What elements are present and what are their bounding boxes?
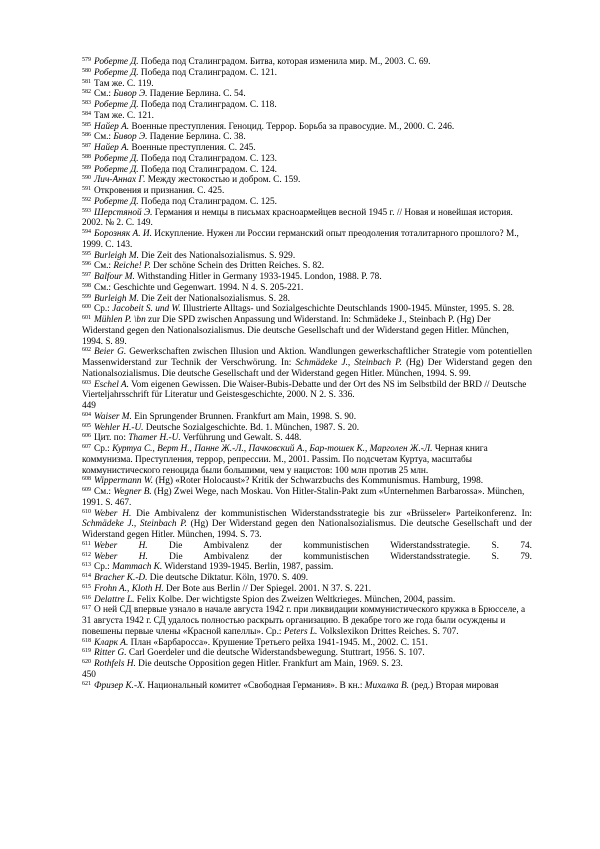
footnote-text: Withstanding Hitler in Germany 1933-1945. London, 1988. P. 78. <box>134 272 382 282</box>
footnote-text: Die Ambivalenz der kommunistischen Widerstandsstrategie. S. 74. <box>147 540 532 551</box>
footnote-text: Die Zeit des Nationalsozialismus. S. 929. <box>138 250 296 261</box>
footnote-number: 617 <box>82 605 91 612</box>
footnote-author: Роберте Д. <box>94 196 139 207</box>
footnote-text: Die deutsche Opposition gegen Hitler. Frankfurt am Main, 1969. S. 23. <box>135 659 403 669</box>
footnote-author: Thamer H.-U. <box>128 433 181 444</box>
footnote <box>82 197 532 208</box>
footnote-text: Победа под Сталинградом. С. 121. <box>138 67 277 78</box>
footnote-text: Победа под Сталинградом. С. 118. <box>138 100 277 110</box>
footnote-number: 594 <box>82 229 91 235</box>
footnote <box>82 487 532 509</box>
footnote-text: Победа под Сталинградом. С. 125. <box>138 196 277 207</box>
footnote-author: Schmädeke J., Steinbach P. <box>82 519 187 530</box>
footnote-author: Wehler H.-U. <box>94 422 144 433</box>
footnote <box>82 154 532 165</box>
footnote-text: Verführung und Gewalt. S. 448. <box>180 433 302 444</box>
footnote-number: 610 <box>82 508 91 515</box>
footnote-number: 612 <box>82 551 91 558</box>
footnote-text: Der schöne Schein des Dritten Reiches. S. 82. <box>150 261 325 272</box>
footnote-text: Военные преступления. С. 245. <box>129 143 256 153</box>
footnote-text: Volkslexikon Drittes Reiches. S. 707. <box>317 626 459 637</box>
footnote <box>82 111 532 122</box>
footnote <box>82 186 532 197</box>
page-number: 450 <box>82 669 96 680</box>
footnote-text: Deutsche Sozialgeschichte. Bd. 1. München, 1987. S. 20. <box>143 422 360 433</box>
footnote-text: Искупление. Нужен ли России германский опыт преодоления тоталитарного прошлого? М., 1999. С. 143. <box>82 229 519 250</box>
footnote-author: Найер А. <box>94 121 130 132</box>
footnote <box>82 638 532 649</box>
footnote-number: 580 <box>82 67 91 74</box>
footnote-author: Schmädeke J., Steinbach P. <box>295 358 402 368</box>
footnote-text: (ред.) Вторая мировая <box>409 680 499 691</box>
footnotes-list <box>82 57 532 691</box>
footnote-author: Eschel A. <box>94 379 129 390</box>
footnote-author: Burleigh M. <box>94 293 139 304</box>
footnote-author: Борозняк А. И. <box>94 229 152 239</box>
footnote <box>82 143 532 154</box>
footnote-author: Роберте Д. <box>94 153 139 164</box>
footnote-author: Mammach K. <box>112 562 163 573</box>
footnote <box>82 380 532 402</box>
footnote-number: 587 <box>82 143 91 149</box>
footnote-author: Delattre L. <box>94 594 135 605</box>
footnote <box>82 132 532 143</box>
footnote-author: Beier G. <box>94 347 127 358</box>
footnote-text: Цит. по: <box>94 433 129 444</box>
footnote-text: zur Die SPD zwischen Anpassung und Widerstand. In: Schmädeke J., Steinbach P. (Hg) Der Widerstand gegen den Nationalsozialismus. Die deutsche Gesellschaft und der Widerstand gegen Hitler. München, 1994. S. 89. <box>82 315 509 347</box>
footnote-number: 598 <box>82 282 91 289</box>
footnote-text: План «Барбаросса». Крушение Третьего рейха 1941-1945. М., 2002. С. 151. <box>128 637 428 648</box>
footnote-text: Ср.: <box>94 304 113 315</box>
footnote <box>82 584 532 595</box>
footnote-author: Weber H. <box>94 551 148 562</box>
footnote-author: Reiche! P. <box>113 261 151 272</box>
footnote <box>82 552 532 563</box>
footnote-text: Die Ambivalenz der kommunistischen Widerstandsstrategie bis zur «Brüsseler» Parteikonferenz. In: <box>131 508 532 519</box>
footnote <box>82 208 532 230</box>
footnote-number: 601 <box>82 315 91 321</box>
footnote <box>82 261 532 272</box>
footnote-author: Jacobeit S. und W. <box>112 304 181 315</box>
footnote-text: Там же. С. 119. <box>94 78 154 89</box>
footnote-text: Победа под Сталинградом. С. 123. <box>138 153 277 164</box>
footnote <box>82 122 532 133</box>
footnote <box>82 412 532 423</box>
footnote-text: Carl Goerdeler und die deutsche Widerstandsbewegung. Stuttrart, 1956. S. 107. <box>126 648 425 659</box>
footnote-number: 585 <box>82 121 91 128</box>
footnote-text: (Hg) «Roter Holocaust»? Kritik der Schwarzbuchs des Kommunismus. Hamburg, 1998. <box>153 476 484 487</box>
footnote-text: Ср.: <box>94 444 113 454</box>
footnote <box>82 251 532 262</box>
footnote-author: Шерстяной Э. <box>94 207 153 218</box>
footnote <box>82 89 532 100</box>
footnote-author: Mühlen P. \bn <box>94 315 146 325</box>
footnote-text: (Hg) Der Widerstand gegen den Nationalsozialismus. Die deutsche Gesellschaft und der Widerstand gegen Hitler. München, 1994. S. 73. <box>82 519 532 540</box>
footnote-number: 619 <box>82 648 91 655</box>
footnote-number: 595 <box>82 250 91 257</box>
footnote-number: 597 <box>82 272 91 278</box>
footnote <box>82 79 532 90</box>
footnote-text: Ein Sprungender Brunnen. Frankfurt am Main, 1998. S. 90. <box>131 411 357 422</box>
footnote-text: О ней СД впервые узнало в начале августа 1942 г. при ликвидации коммунистического кружка в Брюсселе, а 31 августа 1942 г. СД удалось полностью раскрыть организацию. В декабре того же года были осуждены и повешены первые члены «Красной капеллы». Ср.: <box>82 605 526 637</box>
footnote-author: Роберте Д. <box>94 100 139 110</box>
footnote-text: См.: Geschichte und Gegenwart. 1994. N 4. S. 205-221. <box>94 282 304 293</box>
footnote-text: Ср.: <box>94 562 113 573</box>
footnote <box>82 229 532 251</box>
footnote-number: 620 <box>82 659 91 665</box>
footnote-text: Vom eigenen Gewissen. Die Waiser-Bubis-Debatte und der Ort des NS im Selbstbild der BRD // Deutsche Vierteljahrsschrift für Literatur und Geistesgeschichte, 2000. N 2. S. 336. <box>82 379 527 401</box>
footnote-author: Weber H. <box>93 540 148 551</box>
footnote-author: Найер А. <box>94 143 130 153</box>
footnote-number: 596 <box>82 261 91 268</box>
footnote-text: Падение Берлина. С. 54. <box>147 89 246 100</box>
footnote-author: Burleigh M. <box>94 250 139 261</box>
footnote-text: См.: <box>94 89 114 100</box>
footnote-number: 593 <box>82 207 91 214</box>
footnote-text: Падение Берлина. С. 38. <box>147 132 246 143</box>
footnote <box>82 57 532 68</box>
footnote-text: См.: <box>94 487 114 497</box>
page-number: 449 <box>82 401 96 411</box>
footnote-author: Wegner B. <box>113 487 152 497</box>
footnote-author: Роберте Д. <box>94 67 139 78</box>
footnote-number: 604 <box>82 411 91 418</box>
footnote <box>82 562 532 573</box>
footnote-text: Германия и немцы в письмах красноармейцев весной 1945 г. // Новая и новейшая история. 2002. № 2. С. 149. <box>82 207 513 229</box>
footnote <box>82 541 532 552</box>
footnote-number: 615 <box>82 583 91 590</box>
footnote <box>82 347 532 379</box>
footnote-text: Победа под Сталинградом. Битва, которая изменила мир. М., 2003. С. 69. <box>138 57 431 67</box>
footnote-text: Национальный комитет «Свободная Германия». В кн.: <box>145 680 365 691</box>
footnote-text: (Hg) Der Widerstand gegen den Nationalsozialismus. Die deutsche Gesellschaft und der Widerstand gegen Hitler. München, 1994. S. 99. <box>82 358 532 379</box>
footnote-author: Роберте Д. <box>94 164 139 175</box>
footnote-text: Die deutsche Diktatur. Köln, 1970. S. 409. <box>147 573 309 583</box>
footnote-author: Роберте Д. <box>94 57 139 67</box>
footnote <box>82 100 532 111</box>
footnote <box>82 659 532 670</box>
footnote-author: Бивор Э. <box>113 89 148 100</box>
footnote-number: 603 <box>82 379 91 386</box>
footnote-author: Waiser M. <box>94 411 132 422</box>
footnote <box>82 283 532 294</box>
footnote <box>82 444 532 476</box>
footnote-number: 613 <box>82 562 91 569</box>
footnote <box>82 605 532 637</box>
footnote <box>82 595 532 606</box>
footnote-number: 588 <box>82 153 91 160</box>
footnote <box>82 573 532 584</box>
footnote-author: Wippermann W. <box>94 476 154 487</box>
footnote-number: 579 <box>82 57 91 63</box>
footnote-text: Gewerkschaften zwischen Illusion und Aktion. Wandlungen gewerkschaftlicher Strategie vom potentiellen Massenwiderstand zur Technik der Verschwörung. In: <box>82 347 532 368</box>
footnote-text: Illustrierte Alltags- und Sozialgeschichte Deutschlands 1900-1945. Münster, 1995. S. 28. <box>180 304 515 315</box>
footnote-text: См.: <box>94 261 114 272</box>
footnote-author: Rothfels H. <box>94 659 136 669</box>
footnote-text: Черная книга коммунизма. Преступления, террор, репрессии. М., 2001. Passim. По подсчетам Куртуа, масштабы коммунистического геноцида были большими, чем у нацистов: 100 млн против 25 млн. <box>82 444 488 476</box>
footnote-text: Der Bote aus Berlin // Der Spiegel. 2001. N 37. S. 221. <box>163 583 372 594</box>
footnote-text: Откровения и признания. С. 425. <box>94 186 225 196</box>
footnote-text: Die Ambivalenz der kommunistischen Widerstandsstrategie. S. 79. <box>147 551 532 562</box>
footnote <box>82 294 532 305</box>
footnote-author: Balfour M. <box>94 272 135 282</box>
footnote-number: 618 <box>82 637 91 644</box>
footnote-number: 600 <box>82 304 91 311</box>
footnote-number: 583 <box>82 100 91 106</box>
footnote-text: Widerstand 1939-1945. Berlin, 1987, passim. <box>162 562 334 573</box>
footnote-author: Михалка В. <box>364 680 409 691</box>
footnote-text: Там же. С. 121. <box>94 110 154 121</box>
footnote-author: Frohn A., Kloth H. <box>94 583 164 594</box>
footnote-author: Куртуа С., Верт Н., Панне Ж.-Л., Пачковский А., Бар-тошек К., Марголен Ж.-Л. <box>112 444 433 454</box>
footnote <box>82 68 532 79</box>
footnote-author: Ritter G. <box>94 648 127 659</box>
footnote-author: Фризер К.-Х. <box>94 680 146 691</box>
footnote <box>82 509 532 541</box>
footnote <box>82 272 532 283</box>
footnote-number: 606 <box>82 433 91 440</box>
footnote-author: Weber H. <box>94 508 132 519</box>
footnote-number: 586 <box>82 132 91 139</box>
footnote-number: 599 <box>82 293 91 300</box>
footnote-author: Бивор Э. <box>113 132 148 143</box>
footnote-text: (Hg) Zwei Wege, nach Moskau. Von Hitler-Stalin-Pakt zum «Unternehmen Barbarossa». München, 1991. S. 467. <box>82 487 525 508</box>
footnote <box>82 648 532 659</box>
footnote <box>82 165 532 176</box>
footnote-number: 581 <box>82 78 91 85</box>
footnote-number: 609 <box>82 487 91 493</box>
footnote-number: 602 <box>82 347 91 354</box>
footnote-number: 621 <box>82 680 91 687</box>
footnote-number: 611 <box>82 540 91 547</box>
footnote <box>82 304 532 315</box>
footnote-text: Die Zeit der Nationalsozialismus. S. 28. <box>138 293 290 304</box>
footnote-number: 608 <box>82 476 91 483</box>
footnote-author: Лич-Аннах Г. <box>94 175 146 186</box>
footnote-number: 607 <box>82 444 91 450</box>
footnote <box>82 433 532 444</box>
footnote-author: Peters L. <box>283 626 318 637</box>
footnote-number: 592 <box>82 196 91 203</box>
footnote-text: Между жестокостью и добром. С. 159. <box>145 175 301 186</box>
footnote-number: 584 <box>82 110 91 117</box>
footnote <box>82 175 532 186</box>
footnote-number: 582 <box>82 89 91 96</box>
footnote-author: Кларк А. <box>94 637 129 648</box>
footnote <box>82 476 532 487</box>
footnote-number: 616 <box>82 594 91 601</box>
footnote-number: 589 <box>82 164 91 171</box>
footnote-author: Bracher K.-D. <box>94 573 148 583</box>
footnote-number: 590 <box>82 175 91 182</box>
footnote <box>82 423 532 434</box>
footnote-number: 605 <box>82 422 91 429</box>
footnote-text: Военные преступления. Геноцид. Террор. Борьба за правосудие. М., 2000. С. 246. <box>129 121 455 132</box>
footnote-number: 614 <box>82 573 91 579</box>
footnote <box>82 315 532 347</box>
footnote-text: См.: <box>94 132 114 143</box>
footnote-number: 591 <box>82 186 91 192</box>
footnote-text: Felix Kolbe. Der wichtigste Spion des Zweizen Weltkrieges. München, 2004, passim. <box>134 594 456 605</box>
footnote <box>82 681 532 692</box>
footnote-text: Победа под Сталинградом. С. 124. <box>138 164 277 175</box>
